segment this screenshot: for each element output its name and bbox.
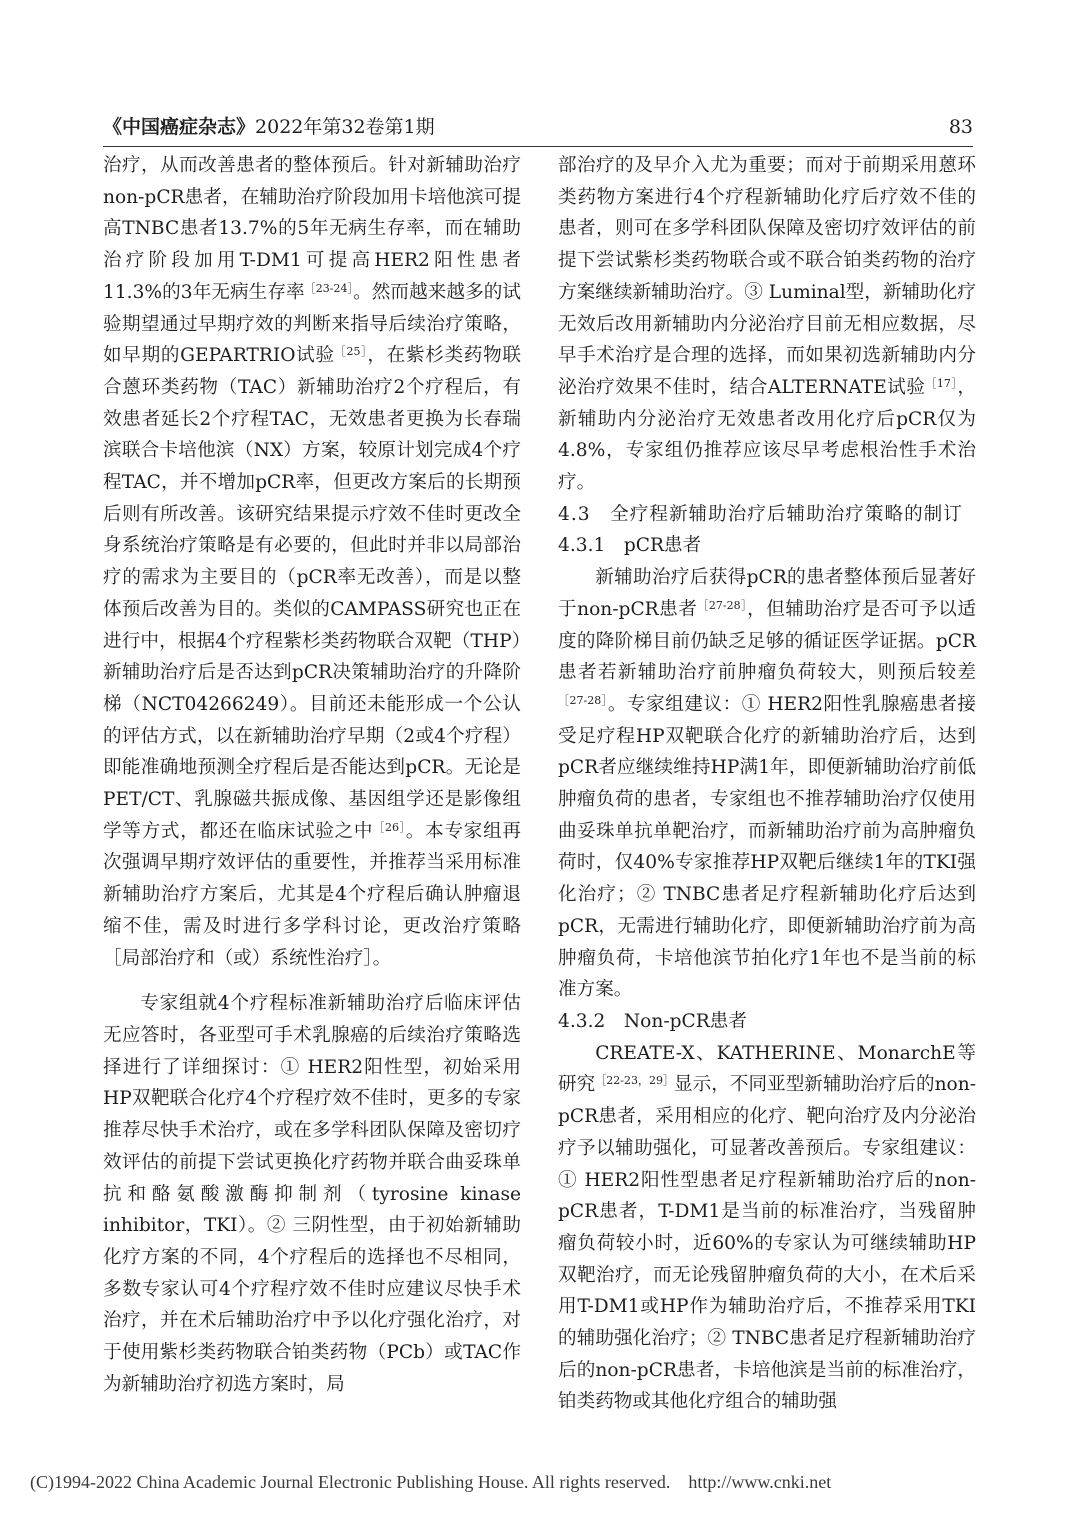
- section-heading-4-3-1: 4.3.1 pCR患者: [558, 535, 702, 557]
- right-column: [558, 150, 976, 1418]
- running-header: [103, 112, 973, 147]
- citation: ［27-28］: [697, 598, 748, 612]
- section-heading-4-3: 4.3 全疗程新辅助治疗后辅助治疗策略的制订: [558, 503, 963, 525]
- citation: ［17］: [925, 376, 958, 390]
- text-run: CREATE-X、KATHERINE、MonarchE等研究: [558, 1042, 976, 1096]
- text-run: 治疗，从而改善患者的整体预后。针对新辅助治疗non-pCR患者，在辅助治疗阶段加用卡培他滨可提高TNBC患者13.7%的5年无病生存率，而在辅助治疗阶段加用T-DM1可提高HER2阳性患者11.3%的3年无病生存率: [103, 155, 521, 303]
- text-run: ，新辅助内分泌治疗无效患者改用化疗后pCR仅为4.8%，专家组仍推荐应该尽早考虑根治性手术治疗。: [558, 376, 977, 494]
- citation: ［23-24］: [304, 281, 354, 295]
- left-column: [103, 150, 521, 1400]
- page-number: 83: [948, 116, 973, 138]
- text-run: ，但辅助治疗是否可予以适度的降阶梯目前仍缺乏足够的循证医学证据。pCR患者若新辅助治疗前肿瘤负荷较大，则预后较差: [558, 598, 976, 684]
- section-heading-4-3-2: 4.3.2 Non-pCR患者: [558, 1010, 747, 1032]
- text-run: 。本专家组再次强调早期疗效评估的重要性，并推荐当采用标准新辅助治疗方案后，尤其是4个疗程后确认肿瘤退缩不佳，需及时进行多学科讨论，更改治疗策略［局部治疗和（或）系统性治疗］。: [103, 820, 521, 969]
- left-paragraph-1: [103, 150, 521, 974]
- text-run: ，在紫杉类药物联合蒽环类药物（TAC）新辅助治疗2个疗程后，有效患者延长2个疗程TAC，无效患者更换为长春瑞滨联合卡培他滨（NX）方案，较原计划完成4个疗程TAC，并不增加pCR率，但更改方案后的长期预后则有所改善。该研究结果提示疗效不佳时更改全身系统治疗策略是有必要的，但此时并非以局部治疗的需求为主要目的（pCR率无改善），而是以整体预后改善为目的。类似的CAMPASS研究也正在进行中，根据4个疗程紫杉类药物联合双靶（THP）新辅助治疗后是否达到pCR决策辅助治疗的升降阶梯（NCT04266249）。目前还未能形成一个公认的评估方式，以在新辅助治疗早期（2或4个疗程）即能准确地预测全疗程后是否能达到pCR。无论是PET/CT、乳腺磁共振成像、基因组学还是影像组学等方式，都还在临床试验之中: [103, 345, 521, 842]
- copyright-footer: (C)1994-2022 China Academic Journal Electronic Publishing House. All rights reserved. http://www.cnki.net: [30, 1472, 832, 1492]
- right-paragraph-2: [558, 562, 976, 1006]
- text-run: 。专家组建议：① HER2阳性乳腺癌患者接受足疗程HP双靶联合化疗的新辅助治疗后，达到pCR者应继续维持HP满1年，即便新辅助治疗前低肿瘤负荷的患者，专家组也不推荐辅助治疗仅使用曲妥珠单抗单靶治疗，而新辅助治疗前为高肿瘤负荷时，仅40%专家推荐HP双靶后继续1年的TKI强化治疗；② TNBC患者足疗程新辅助化疗后达到pCR，无需进行辅助化疗，即便新辅助治疗前为高肿瘤负荷，卡培他滨节拍化疗1年也不是当前的标准方案。: [558, 693, 976, 1001]
- right-paragraph-3: [558, 1038, 976, 1418]
- issue-info: 2022年第32卷第1期: [255, 116, 435, 138]
- text-run: 。然而越来越多的试验期望通过早期疗效的判断来指导后续治疗策略，如早期的GEPARTRIO试验: [103, 281, 521, 367]
- citation: ［22-23，29］: [595, 1074, 675, 1088]
- right-paragraph-1: [558, 150, 976, 499]
- left-paragraph-2: 专家组就4个疗程标准新辅助治疗后临床评估无应答时，各亚型可手术乳腺癌的后续治疗策略选择进行了详细探讨：① HER2阳性型，初始采用HP双靶联合化疗4个疗程疗效不佳时，更多的专家推荐尽快手术治疗，或在多学科团队保障及密切疗效评估的前提下尝试更换化疗药物并联合曲妥珠单抗和酪氨酸激酶抑制剂（tyrosine kinase inhibitor，TKI）。② 三阴性型，由于初始新辅助化疗方案的不同，4个疗程后的选择也不尽相同，多数专家认可4个疗程疗效不佳时应建议尽快手术治疗，并在术后辅助治疗中予以化疗强化治疗，对于使用紫杉类药物联合铂类药物（PCb）或TAC作为新辅助治疗初选方案时，局: [103, 993, 521, 1395]
- citation: ［26］: [373, 820, 406, 834]
- journal-title: 《中国癌症杂志》: [103, 116, 256, 138]
- citation: ［25］: [334, 345, 368, 359]
- text-run: 部治疗的及早介入尤为重要；而对于前期采用蒽环类药物方案进行4个疗程新辅助化疗后疗效不佳的患者，则可在多学科团队保障及密切疗效评估的前提下尝试紫杉类药物联合或不联合铂类药物的治疗方案继续新辅助治疗。③ Luminal型，新辅助化疗无效后改用新辅助内分泌治疗目前无相应数据，尽早手术治疗是合理的选择，而如果初选新辅助内分泌治疗效果不佳时，结合ALTERNATE试验: [558, 155, 976, 398]
- citation: ［27-28］: [558, 693, 608, 707]
- text-run: 显示，不同亚型新辅助治疗后的non-pCR患者，采用相应的化疗、靶向治疗及内分泌治疗予以辅助强化，可显著改善预后。专家组建议：① HER2阳性型患者足疗程新辅助治疗后的non-pCR患者，T-DM1是当前的标准治疗，当残留肿瘤负荷较小时，近60%的专家认为可继续辅助HP双靶治疗，而无论残留肿瘤负荷的大小，在术后采用T-DM1或HP作为辅助治疗后，不推荐采用TKI的辅助强化治疗；② TNBC患者足疗程新辅助治疗后的non-pCR患者，卡培他滨是当前的标准治疗，铂类药物或其他化疗组合的辅助强: [558, 1074, 976, 1413]
- text-run: 新辅助治疗后获得pCR的患者整体预后显著好于non-pCR患者: [558, 567, 976, 620]
